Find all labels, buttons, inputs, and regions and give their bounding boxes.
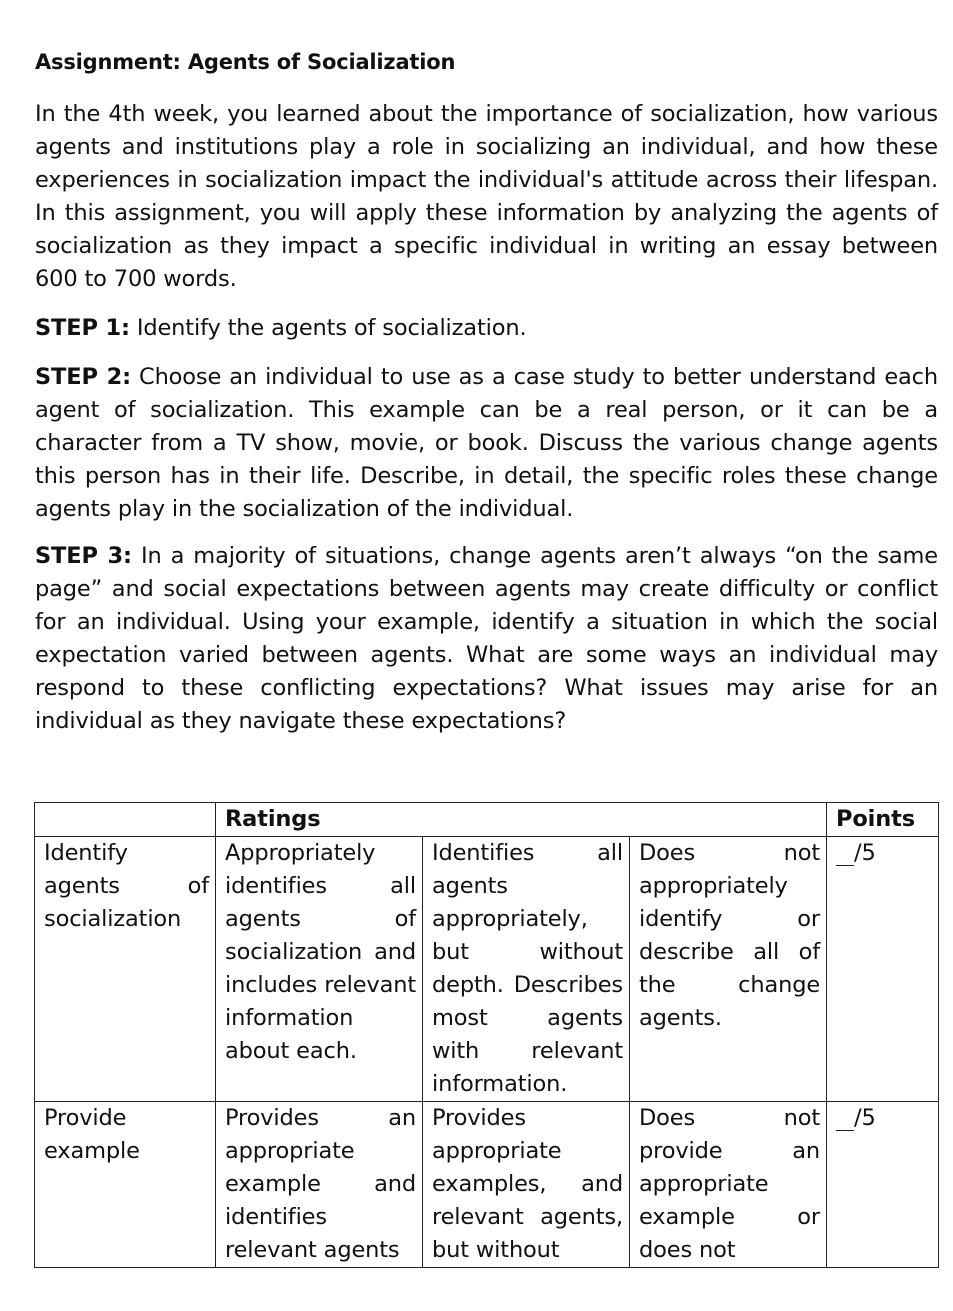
step-3 xyxy=(35,540,938,738)
ratings-header: Ratings xyxy=(216,803,827,837)
criterion-cell: Provide example xyxy=(35,1102,216,1268)
points-value: /5 xyxy=(854,840,876,866)
step-1-text: Identify the agents of socialization. xyxy=(136,315,527,341)
points-cell xyxy=(827,837,939,1102)
table-row xyxy=(35,837,939,1102)
step-3-text: In a majority of situations, change agents aren’t always “on the same page” and social expectations between agents may create difficulty or conflict for an individual. Using your example, identify a situation in which the social expectation varied between agents. What are some ways an individual may respond to these conflicting expectations? What issues may arise for an individual as they navigate these expectations? xyxy=(35,543,938,734)
step-2-text: Choose an individual to use as a case study to better understand each agent of socialization. This example can be a real person, or it can be a character from a TV show, movie, or book. Discuss the various change agents this person has in their life. Describe, in detail, the specific roles these change agents play in the socialization of the individual. xyxy=(35,364,938,522)
points-blank xyxy=(836,841,854,866)
rating-none-cell: Does not provide an appropriate example or does not xyxy=(630,1102,827,1268)
step-1-label: STEP 1: xyxy=(35,315,130,341)
rubric-header-row xyxy=(35,803,939,837)
rating-partial-cell: Provides appropriate examples, and relevant agents, but without xyxy=(423,1102,630,1268)
rating-none-cell: Does not appropriately identify or describe all of the change agents. xyxy=(630,837,827,1102)
rating-full-cell: Provides an appropriate example and identifies relevant agents xyxy=(216,1102,423,1268)
intro-paragraph: In the 4th week, you learned about the importance of socialization, how various agents and institutions play a role in socializing an individual, and how these experiences in socialization impact the individual's attitude across their lifespan. In this assignment, you will apply these information by analyzing the agents of socialization as they impact a specific individual in writing an essay between 600 to 700 words. xyxy=(35,101,938,292)
points-header: Points xyxy=(827,803,939,837)
header-blank-cell xyxy=(35,803,216,837)
rubric-table xyxy=(34,802,939,1268)
assignment-title: Assignment: Agents of Socialization xyxy=(35,50,456,74)
step-2 xyxy=(35,361,938,526)
table-row xyxy=(35,1102,939,1268)
rating-partial-cell: Identifies all agents appropriately, but without depth. Describes most agents with relevant information. xyxy=(423,837,630,1102)
points-value: /5 xyxy=(854,1105,876,1131)
step-3-label: STEP 3: xyxy=(35,543,132,569)
step-1 xyxy=(35,312,938,345)
step-2-label: STEP 2: xyxy=(35,364,131,390)
criterion-cell: Identify agents of socialization xyxy=(35,837,216,1102)
points-blank xyxy=(836,1106,854,1131)
rating-full-cell: Appropriately identifies all agents of socialization and includes relevant information about each. xyxy=(216,837,423,1102)
points-cell xyxy=(827,1102,939,1268)
